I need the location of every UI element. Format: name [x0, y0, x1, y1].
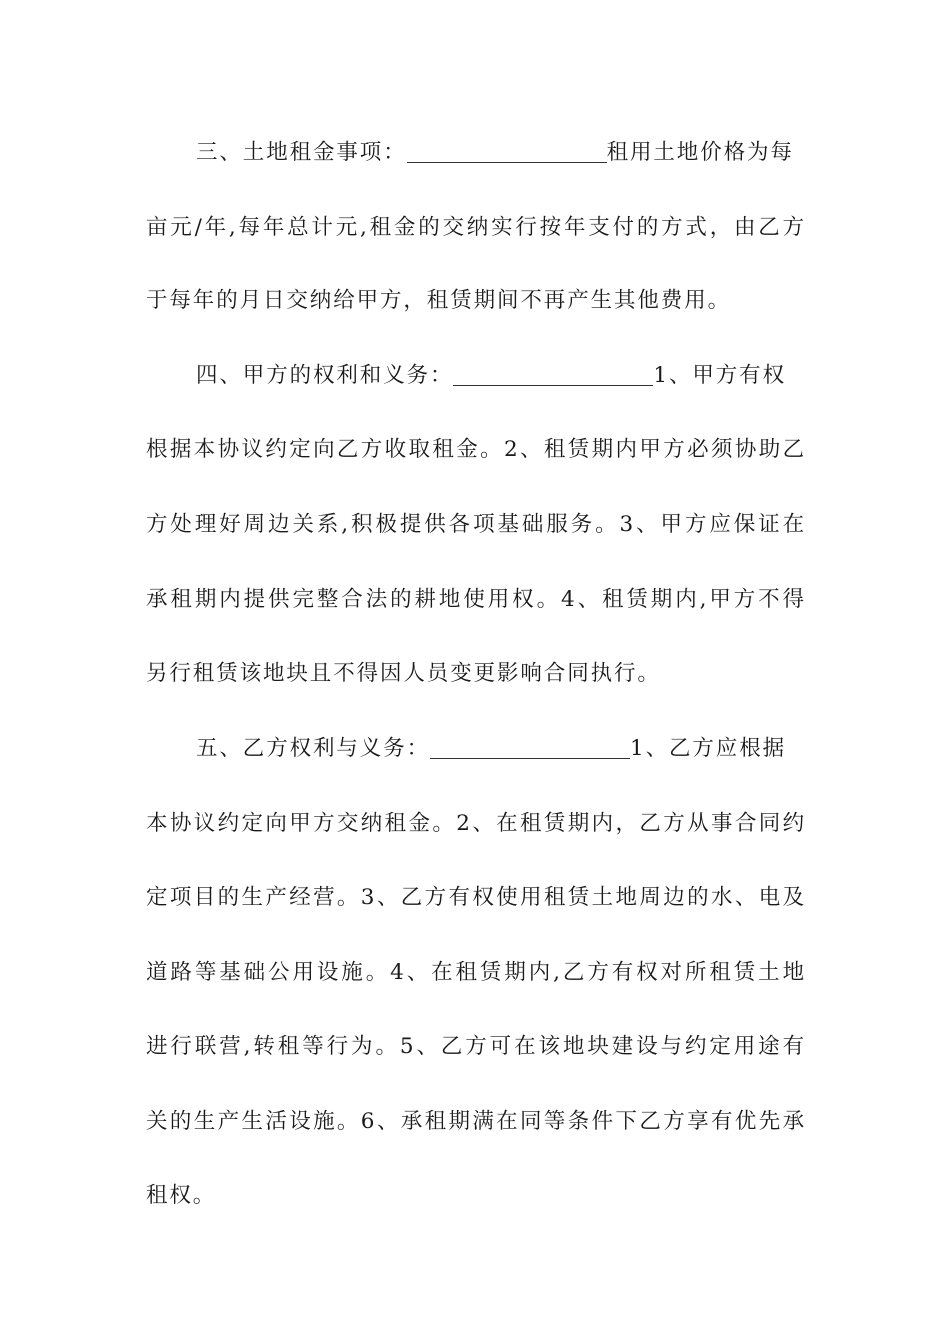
section4-line1	[196, 356, 806, 396]
section4-lead: 四、甲方的权利和义务：	[196, 363, 454, 388]
section4-blank	[453, 361, 653, 386]
section4-line5: 另行租赁该地块且不得因人员变更影响合同执行。	[146, 661, 661, 686]
section5-line6: 关的生产生活设施。6、承租期满在同等条件下乙方享有优先承	[146, 1109, 806, 1134]
section4-line2: 根据本协议约定向乙方收取租金。2、租赁期内甲方必须协助乙	[146, 437, 806, 462]
section3-blank	[407, 138, 607, 163]
section3-lead: 三、土地租金事项：	[196, 140, 407, 165]
section5-line4: 道路等基础公用设施。4、在租赁期内,乙方有权对所租赁土地	[146, 960, 806, 985]
section3-after-blank: 租用土地价格为每	[606, 140, 794, 165]
section5-lead: 五、乙方权利与义务：	[196, 736, 431, 761]
section3-line2: 亩元/年,每年总计元,租金的交纳实行按年支付的方式，由乙方	[146, 215, 806, 240]
section5-line3: 定项目的生产经营。3、乙方有权使用租赁土地周边的水、电及	[146, 885, 806, 910]
section5-line1	[196, 729, 806, 769]
section4-after-blank: 1、甲方有权	[653, 363, 786, 388]
section3-line1	[196, 133, 806, 173]
section5-after-blank: 1、乙方应根据	[630, 736, 786, 761]
section4-line3: 方处理好周边关系,积极提供各项基础服务。3、甲方应保证在	[146, 512, 806, 537]
section5-line7: 租权。	[146, 1183, 217, 1208]
section4-line4: 承租期内提供完整合法的耕地使用权。4、租赁期内,甲方不得	[146, 587, 806, 612]
section5-line2: 本协议约定向甲方交纳租金。2、在租赁期内，乙方从事合同约	[146, 811, 806, 836]
section3-line3: 于每年的月日交纳给甲方，租赁期间不再产生其他费用。	[146, 288, 732, 313]
section5-blank	[430, 734, 630, 759]
section5-line5: 进行联营,转租等行为。5、乙方可在该地块建设与约定用途有	[146, 1034, 806, 1059]
